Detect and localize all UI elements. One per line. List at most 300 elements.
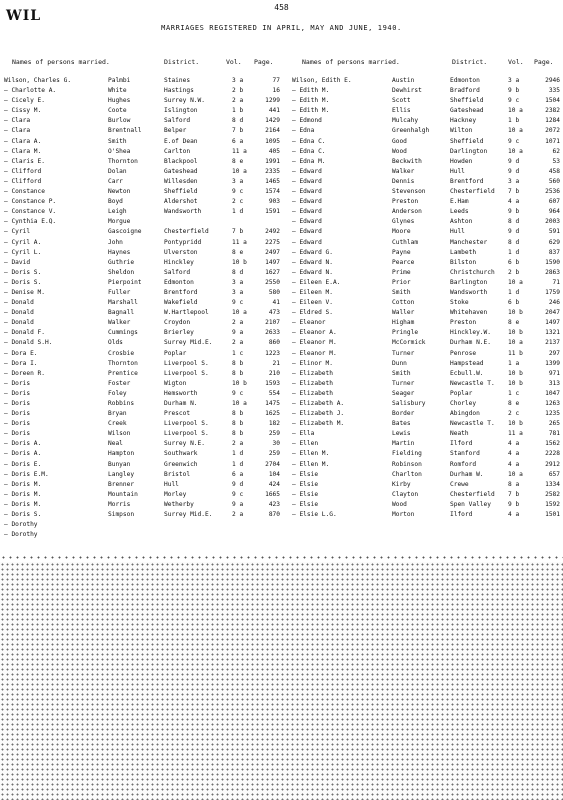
- header-page: Page.: [254, 58, 274, 66]
- register-row: [292, 86, 560, 96]
- spouse-surname: Walker: [108, 319, 131, 327]
- page-ref: 2137: [545, 339, 560, 347]
- spouse-surname: Palmbi: [108, 77, 131, 84]
- person-name: — Edna C.: [292, 137, 326, 145]
- volume: 6 a: [232, 137, 244, 145]
- district: Wigton: [164, 379, 187, 387]
- volume: 6 a: [232, 470, 244, 478]
- spouse-surname: Pearce: [392, 258, 415, 266]
- volume: 10 b: [508, 379, 523, 387]
- header-district-right: District.: [452, 58, 488, 66]
- person-name: — Doreen R.: [4, 369, 45, 377]
- page-ref: 903: [268, 198, 280, 206]
- district: Stanford: [450, 450, 480, 458]
- volume: 2 a: [232, 440, 244, 448]
- register-row: [292, 379, 560, 389]
- district: Poplar: [450, 389, 473, 397]
- person-name: — Eileen V.: [292, 299, 333, 307]
- district: Croydon: [164, 319, 191, 327]
- volume: 9 b: [508, 500, 520, 508]
- person-name: — Edward G.: [292, 248, 333, 256]
- register-row: [4, 369, 282, 379]
- page-ref: 2863: [545, 268, 560, 276]
- spouse-surname: Beckwith: [392, 157, 422, 165]
- page-ref: 2536: [545, 188, 560, 196]
- page-ref: 1501: [545, 511, 560, 519]
- person-name: — Clara: [4, 117, 31, 125]
- person-name: — Elizabeth M.: [292, 420, 345, 428]
- person-name: — Elsie: [292, 470, 319, 478]
- volume: 8 b: [232, 420, 244, 428]
- register-row: [4, 490, 282, 500]
- register-row: [4, 116, 282, 126]
- person-name: Wilson, Edith E.: [292, 77, 352, 84]
- spouse-surname: Olds: [108, 339, 123, 347]
- spouse-surname: Pringle: [392, 329, 419, 337]
- person-name: — Edith M.: [292, 97, 330, 105]
- page-ref: 2228: [545, 450, 560, 458]
- spouse-surname: Kirby: [392, 480, 411, 488]
- register-row: [292, 197, 560, 207]
- header-vol: Vol.: [226, 58, 242, 66]
- page-ref: 2107: [265, 319, 280, 327]
- spouse-surname: Higham: [392, 319, 415, 327]
- person-name: — Doris S.: [4, 511, 42, 519]
- register-row: [4, 349, 282, 359]
- volume: 1 d: [232, 208, 244, 216]
- register-row: [4, 439, 282, 449]
- district: Manchester: [450, 238, 488, 246]
- person-name: — Edith M.: [292, 107, 330, 115]
- register-row: [4, 308, 282, 318]
- page-ref: 560: [548, 177, 560, 185]
- page-ref: 2003: [545, 218, 560, 226]
- page-ref: 21: [272, 359, 280, 367]
- district: Brentford: [450, 177, 484, 185]
- volume: 10 a: [508, 470, 523, 478]
- spouse-surname: Coote: [108, 107, 127, 115]
- register-row: [292, 389, 560, 399]
- spouse-surname: Anderson: [392, 208, 422, 216]
- register-row: [292, 187, 560, 197]
- person-name: — Elinor M.: [292, 359, 333, 367]
- spouse-surname: Pierpoint: [108, 278, 142, 286]
- register-row: [292, 359, 560, 369]
- page-ref: 1625: [265, 410, 280, 418]
- district: Liverpool S.: [164, 430, 209, 438]
- volume: 8 e: [232, 157, 244, 165]
- register-row: [292, 177, 560, 187]
- spouse-surname: Guthrie: [108, 258, 135, 266]
- page-ref: 1562: [545, 440, 560, 448]
- district: Crewe: [450, 480, 469, 488]
- person-name: — Doris: [4, 379, 31, 387]
- volume: 10 a: [508, 278, 523, 286]
- spouse-surname: Greenhalgh: [392, 127, 430, 135]
- register-row: [292, 106, 560, 116]
- register-row: [4, 147, 282, 157]
- person-name: Wilson, Charles G.: [4, 77, 72, 84]
- page-ref: 424: [268, 480, 280, 488]
- person-name: — Elizabeth A.: [292, 400, 345, 407]
- spouse-surname: Crosbie: [108, 349, 135, 357]
- spouse-surname: Cuthlam: [392, 238, 419, 246]
- spouse-surname: McCormick: [392, 339, 426, 347]
- district: Salford: [164, 117, 191, 125]
- person-name: — Dorothy: [4, 521, 38, 529]
- volume: 2 b: [508, 268, 520, 276]
- volume: 3 a: [232, 288, 244, 296]
- register-row: [4, 298, 282, 308]
- district: Newcastle T.: [450, 420, 495, 428]
- volume: 7 b: [508, 188, 520, 196]
- redaction-edge: [0, 556, 563, 559]
- volume: 10 b: [232, 258, 247, 266]
- district: Chorley: [450, 400, 477, 407]
- district: Liverpool S.: [164, 369, 209, 377]
- register-row: [292, 328, 560, 338]
- spouse-surname: Simpson: [108, 511, 135, 519]
- person-name: — Charlotte A.: [4, 87, 57, 95]
- register-row: [4, 399, 282, 409]
- register-row: [292, 207, 560, 217]
- volume: 9 c: [508, 97, 520, 105]
- district: Bristol: [164, 470, 191, 478]
- district: Whitehaven: [450, 309, 488, 317]
- spouse-surname: Bryan: [108, 410, 127, 418]
- right-rows: [292, 76, 560, 520]
- spouse-surname: Burlow: [108, 117, 131, 125]
- register-row: [4, 187, 282, 197]
- spouse-surname: Cummings: [108, 329, 138, 337]
- page-ref: 53: [552, 157, 560, 165]
- page-ref: 1574: [265, 188, 280, 196]
- person-name: — Elizabeth: [292, 379, 333, 387]
- district: Ulverston: [164, 248, 198, 256]
- page-ref: 2633: [265, 329, 280, 337]
- page-ref: 210: [268, 369, 280, 377]
- spouse-surname: Fuller: [108, 288, 131, 296]
- volume: 9 d: [508, 228, 520, 236]
- district: Penrose: [450, 349, 477, 357]
- page-ref: 259: [268, 430, 280, 438]
- person-name: — Clara A.: [4, 137, 42, 145]
- header-names: Names of persons married.: [12, 58, 110, 66]
- volume: 8 d: [508, 238, 520, 246]
- register-row: [292, 449, 560, 459]
- register-row: [292, 369, 560, 379]
- spouse-surname: Bunyan: [108, 460, 131, 468]
- volume: 2 a: [232, 97, 244, 105]
- volume: 10 b: [508, 309, 523, 317]
- register-row: [292, 490, 560, 500]
- volume: 2 b: [232, 87, 244, 95]
- spouse-surname: Dunn: [392, 359, 407, 367]
- district: Hampstead: [450, 359, 484, 367]
- page-ref: 1591: [265, 208, 280, 216]
- person-name: — Constance P.: [4, 198, 57, 206]
- page-ref: 77: [272, 77, 280, 84]
- person-name: — Ellen: [292, 440, 319, 448]
- district: Hemsworth: [164, 389, 198, 397]
- person-name: — Doris: [4, 420, 31, 428]
- person-name: — Cyril A.: [4, 238, 42, 246]
- spouse-surname: Prime: [392, 268, 411, 276]
- person-name: — Cyril L.: [4, 248, 42, 256]
- spouse-surname: Turner: [392, 379, 415, 387]
- register-row: [4, 389, 282, 399]
- person-name: — Doris S.: [4, 268, 42, 276]
- page-ref: 104: [268, 470, 280, 478]
- volume: 8 d: [508, 218, 520, 226]
- spouse-surname: White: [108, 87, 127, 95]
- page-ref: 2164: [265, 127, 280, 135]
- spouse-surname: Sheldon: [108, 268, 135, 276]
- spouse-surname: Gascoigne: [108, 228, 142, 236]
- page-ref: 1263: [545, 400, 560, 407]
- person-name: — Cicely E.: [4, 97, 45, 105]
- volume: 4 a: [508, 440, 520, 448]
- spouse-surname: Mulcahy: [392, 117, 419, 125]
- spouse-surname: Creek: [108, 420, 127, 428]
- page-ref: 2946: [545, 77, 560, 84]
- volume: 10 b: [232, 379, 247, 387]
- spouse-surname: Prentice: [108, 369, 138, 377]
- register-row: [292, 349, 560, 359]
- register-row: [292, 500, 560, 510]
- register-row: [292, 470, 560, 480]
- district: Darlington: [450, 147, 488, 155]
- district: Liverpool S.: [164, 359, 209, 367]
- register-row: [292, 217, 560, 227]
- volume: 8 e: [232, 248, 244, 256]
- person-name: — Constance V.: [4, 208, 57, 216]
- district: W.Hartlepool: [164, 309, 209, 317]
- register-row: [4, 238, 282, 248]
- person-name: — Donald: [4, 319, 34, 327]
- spouse-surname: Charlton: [392, 470, 422, 478]
- page-ref: 2072: [545, 127, 560, 135]
- page-ref: 335: [548, 87, 560, 95]
- district: Newcastle T.: [450, 379, 495, 387]
- page-ref: 781: [548, 430, 560, 438]
- spouse-surname: Haynes: [108, 248, 131, 256]
- register-row: [292, 126, 560, 136]
- person-name: — Edward: [292, 228, 322, 236]
- volume: 3 a: [508, 177, 520, 185]
- person-name: — Clara: [4, 127, 31, 135]
- register-row: [292, 238, 560, 248]
- district: Ecbull.W.: [450, 369, 484, 377]
- wil-stamp: WIL: [6, 8, 42, 24]
- page-ref: 1095: [265, 137, 280, 145]
- page-ref: 1759: [545, 288, 560, 296]
- district: Hastings: [164, 87, 194, 95]
- person-name: — Dora I.: [4, 359, 38, 367]
- register-row: [292, 248, 560, 258]
- person-name: — Edward N.: [292, 258, 333, 266]
- volume: 4 a: [508, 511, 520, 519]
- person-name: — Denise M.: [4, 288, 45, 296]
- page-ref: 2492: [265, 228, 280, 236]
- page-ref: 2550: [265, 278, 280, 286]
- person-name: — Doris M.: [4, 480, 42, 488]
- district: Durham W.: [450, 470, 484, 478]
- spouse-surname: Morris: [108, 500, 131, 508]
- person-name: — Doris E.M.: [4, 470, 49, 478]
- page-ref: 1497: [265, 258, 280, 266]
- register-row: [292, 399, 560, 409]
- page-ref: 2275: [265, 238, 280, 246]
- person-name: — Elizabeth: [292, 369, 333, 377]
- spouse-surname: Dolan: [108, 167, 127, 175]
- volume: 3 a: [232, 278, 244, 286]
- person-name: — David: [4, 258, 31, 266]
- district: Carlton: [164, 147, 191, 155]
- header-names-right: Names of persons married.: [302, 58, 400, 66]
- spouse-surname: Brenner: [108, 480, 135, 488]
- person-name: — Edward: [292, 238, 322, 246]
- district: Durham N.: [164, 400, 198, 407]
- volume: 7 b: [508, 490, 520, 498]
- volume: 4 a: [508, 460, 520, 468]
- person-name: — Edward: [292, 208, 322, 216]
- page-ref: 580: [268, 288, 280, 296]
- register-row: [292, 258, 560, 268]
- district: Brentford: [164, 288, 198, 296]
- district: Wandsworth: [164, 208, 202, 216]
- page-title: MARRIAGES REGISTERED IN APRIL, MAY AND JUNE, 1940.: [161, 24, 402, 32]
- person-name: — Eldred S.: [292, 309, 333, 317]
- volume: 11 a: [232, 147, 247, 155]
- page-ref: 964: [548, 208, 560, 216]
- district: Morley: [164, 490, 187, 498]
- register-row: [4, 520, 282, 530]
- spouse-surname: Lewis: [392, 430, 411, 438]
- page-ref: 182: [268, 420, 280, 428]
- spouse-surname: Smith: [392, 369, 411, 377]
- person-name: — Doris M.: [4, 490, 42, 498]
- spouse-surname: Foley: [108, 389, 127, 397]
- register-row: [4, 409, 282, 419]
- page-ref: 1475: [265, 400, 280, 407]
- person-name: — Edward: [292, 188, 322, 196]
- person-name: — Doris A.: [4, 440, 42, 448]
- spouse-surname: Martin: [392, 440, 415, 448]
- page-ref: 71: [552, 278, 560, 286]
- register-row: [292, 480, 560, 490]
- register-row: [4, 197, 282, 207]
- district: Durham N.E.: [450, 339, 491, 347]
- spouse-surname: Austin: [392, 77, 415, 84]
- person-name: — Edward: [292, 167, 322, 175]
- volume: 4 a: [508, 450, 520, 458]
- register-row: [4, 460, 282, 470]
- register-row: [4, 137, 282, 147]
- district: Sheffield: [450, 137, 484, 145]
- spouse-surname: Wilson: [108, 430, 131, 438]
- spouse-surname: Cotton: [392, 299, 415, 307]
- person-name: — Eleanor: [292, 319, 326, 327]
- spouse-surname: John: [108, 238, 123, 246]
- page-ref: 1071: [545, 137, 560, 145]
- page-ref: 41: [272, 299, 280, 307]
- volume: 10 a: [508, 339, 523, 347]
- register-row: [292, 147, 560, 157]
- district: Southwark: [164, 450, 198, 458]
- volume: 8 d: [232, 268, 244, 276]
- register-row: [292, 137, 560, 147]
- register-row: [4, 379, 282, 389]
- page-ref: 1592: [545, 500, 560, 508]
- volume: 9 a: [232, 329, 244, 337]
- district: Poplar: [164, 349, 187, 357]
- volume: 2 c: [508, 410, 520, 418]
- spouse-surname: Dennis: [392, 177, 415, 185]
- spouse-surname: Brentnall: [108, 127, 142, 135]
- district: Christchurch: [450, 268, 495, 276]
- page-ref: 1334: [545, 480, 560, 488]
- person-name: — Claris E.: [4, 157, 45, 165]
- volume: 6 b: [508, 258, 520, 266]
- volume: 11 a: [508, 430, 523, 438]
- district: Preston: [450, 319, 477, 327]
- volume: 8 b: [232, 430, 244, 438]
- page-ref: 313: [548, 379, 560, 387]
- register-row: [292, 157, 560, 167]
- person-name: — Eileen M.: [292, 288, 333, 296]
- page-ref: 2335: [265, 167, 280, 175]
- register-row: [4, 449, 282, 459]
- volume: 3 a: [232, 77, 244, 84]
- spouse-surname: Turner: [392, 349, 415, 357]
- person-name: — Eileen E.A.: [292, 278, 341, 286]
- spouse-surname: Wood: [392, 500, 407, 508]
- volume: 8 b: [232, 369, 244, 377]
- district: Edmonton: [164, 278, 194, 286]
- page-ref: 405: [268, 147, 280, 155]
- register-row: [4, 106, 282, 116]
- volume: 11 a: [232, 238, 247, 246]
- spouse-surname: Mountain: [108, 490, 138, 498]
- person-name: — Cyril: [4, 228, 31, 236]
- spouse-surname: Prior: [392, 278, 411, 286]
- register-row: [4, 480, 282, 490]
- district: Sheffield: [450, 97, 484, 105]
- page-ref: 1299: [265, 97, 280, 105]
- person-name: — Elsie: [292, 490, 319, 498]
- volume: 2 a: [232, 511, 244, 519]
- register-row: [4, 227, 282, 237]
- register-row: [292, 227, 560, 237]
- left-rows: [4, 76, 282, 540]
- register-row: [292, 288, 560, 298]
- page-ref: 2704: [265, 460, 280, 468]
- register-row: [4, 207, 282, 217]
- spouse-surname: Langley: [108, 470, 135, 478]
- page-ref: 837: [548, 248, 560, 256]
- spouse-surname: Walker: [392, 167, 415, 175]
- spouse-surname: Marshall: [108, 299, 138, 307]
- volume: 1 c: [508, 389, 520, 397]
- spouse-surname: Hampton: [108, 450, 135, 458]
- district: Surrey Mid.E.: [164, 339, 213, 347]
- district: Belper: [164, 127, 187, 135]
- district: Ilford: [450, 511, 473, 519]
- register-row: [4, 318, 282, 328]
- volume: 9 d: [508, 157, 520, 165]
- person-name: — Doris E.: [4, 460, 42, 468]
